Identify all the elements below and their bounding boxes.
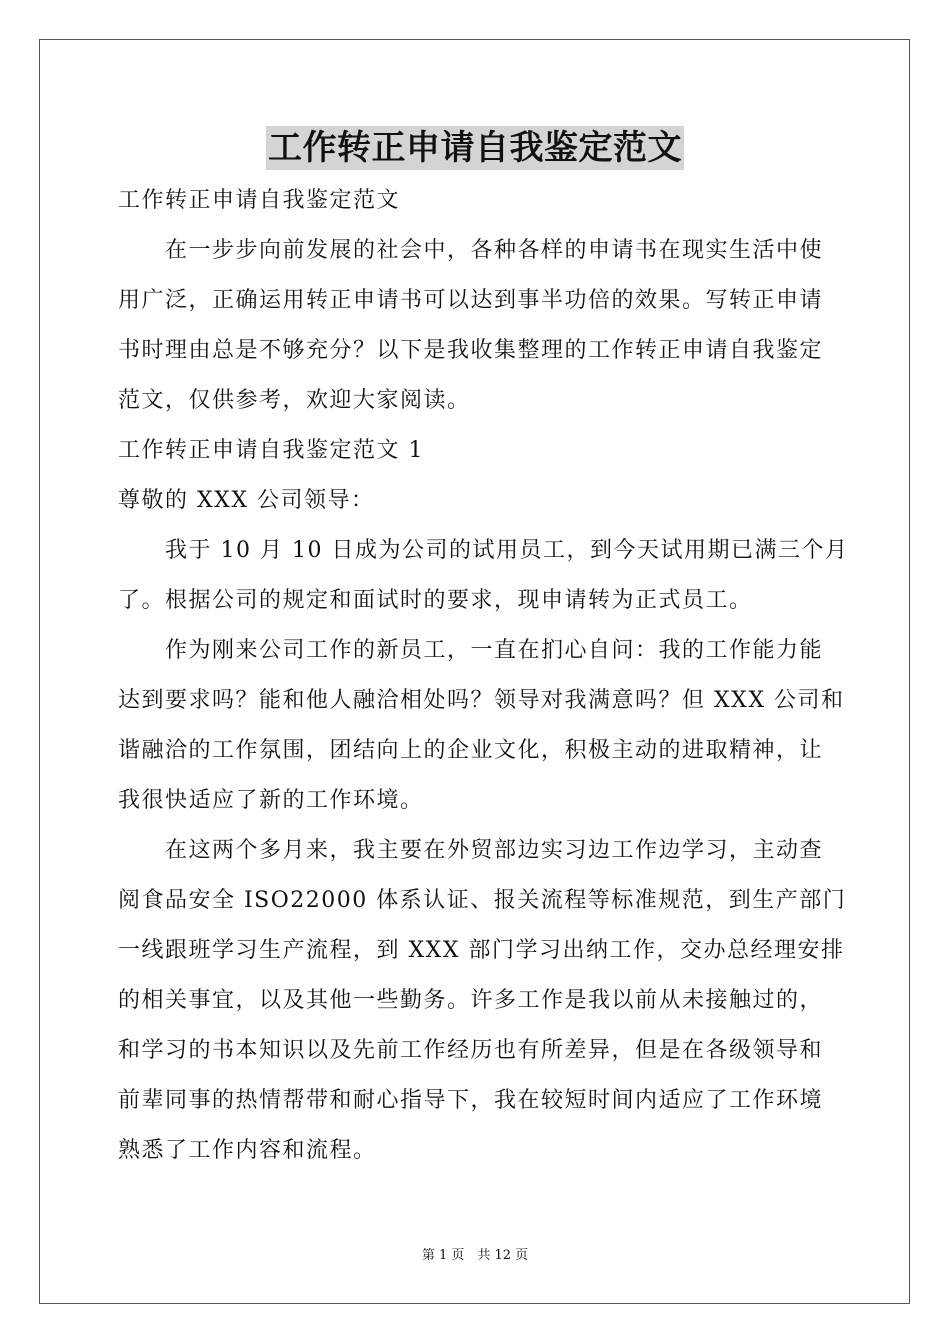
body-line: 了。根据公司的规定和面试时的要求，现申请转为正式员工。 (118, 588, 753, 613)
body-line: 一线跟班学习生产流程，到 XXX 部门学习出纳工作，交办总经理安排 (118, 938, 845, 963)
body-line: 用广泛，正确运用转正申请书可以达到事半功倍的效果。写转正申请 (118, 288, 824, 313)
salutation: 尊敬的 XXX 公司领导： (118, 488, 375, 513)
document-body (118, 176, 849, 1176)
section-heading: 工作转正申请自我鉴定范文 1 (118, 438, 424, 463)
body-line: 我很快适应了新的工作环境。 (118, 788, 424, 813)
body-line: 作为刚来公司工作的新员工，一直在扪心自问：我的工作能力能 (165, 638, 824, 663)
body-line: 谐融洽的工作氛围，团结向上的企业文化，积极主动的进取精神，让 (118, 738, 824, 763)
page-footer: 第 1 页 共 12 页 (421, 1248, 529, 1263)
body-line: 我于 10 月 10 日成为公司的试用员工，到今天试用期已满三个月 (165, 538, 849, 563)
body-line: 的相关事宜，以及其他一些勤务。许多工作是我以前从未接触过的， (118, 988, 824, 1013)
document-title: 工作转正申请自我鉴定范文 (268, 128, 682, 168)
body-line: 范文，仅供参考，欢迎大家阅读。 (118, 388, 471, 413)
body-line: 前辈同事的热情帮带和耐心指导下，我在较短时间内适应了工作环境 (118, 1088, 824, 1113)
body-line: 书时理由总是不够充分？以下是我收集整理的工作转正申请自我鉴定 (118, 338, 824, 363)
body-line: 熟悉了工作内容和流程。 (118, 1138, 377, 1163)
body-line: 达到要求吗？能和他人融洽相处吗？领导对我满意吗？但 XXX 公司和 (118, 688, 845, 713)
body-line: 在一步步向前发展的社会中，各种各样的申请书在现实生活中使 (165, 238, 824, 263)
body-line: 工作转正申请自我鉴定范文 (118, 188, 401, 213)
body-line: 和学习的书本知识以及先前工作经历也有所差异，但是在各级领导和 (118, 1038, 824, 1063)
body-line: 阅食品安全 ISO22000 体系认证、报关流程等标准规范，到生产部门 (118, 888, 847, 913)
body-line: 在这两个多月来，我主要在外贸部边实习边工作边学习，主动查 (165, 838, 824, 863)
title-container (0, 126, 950, 170)
